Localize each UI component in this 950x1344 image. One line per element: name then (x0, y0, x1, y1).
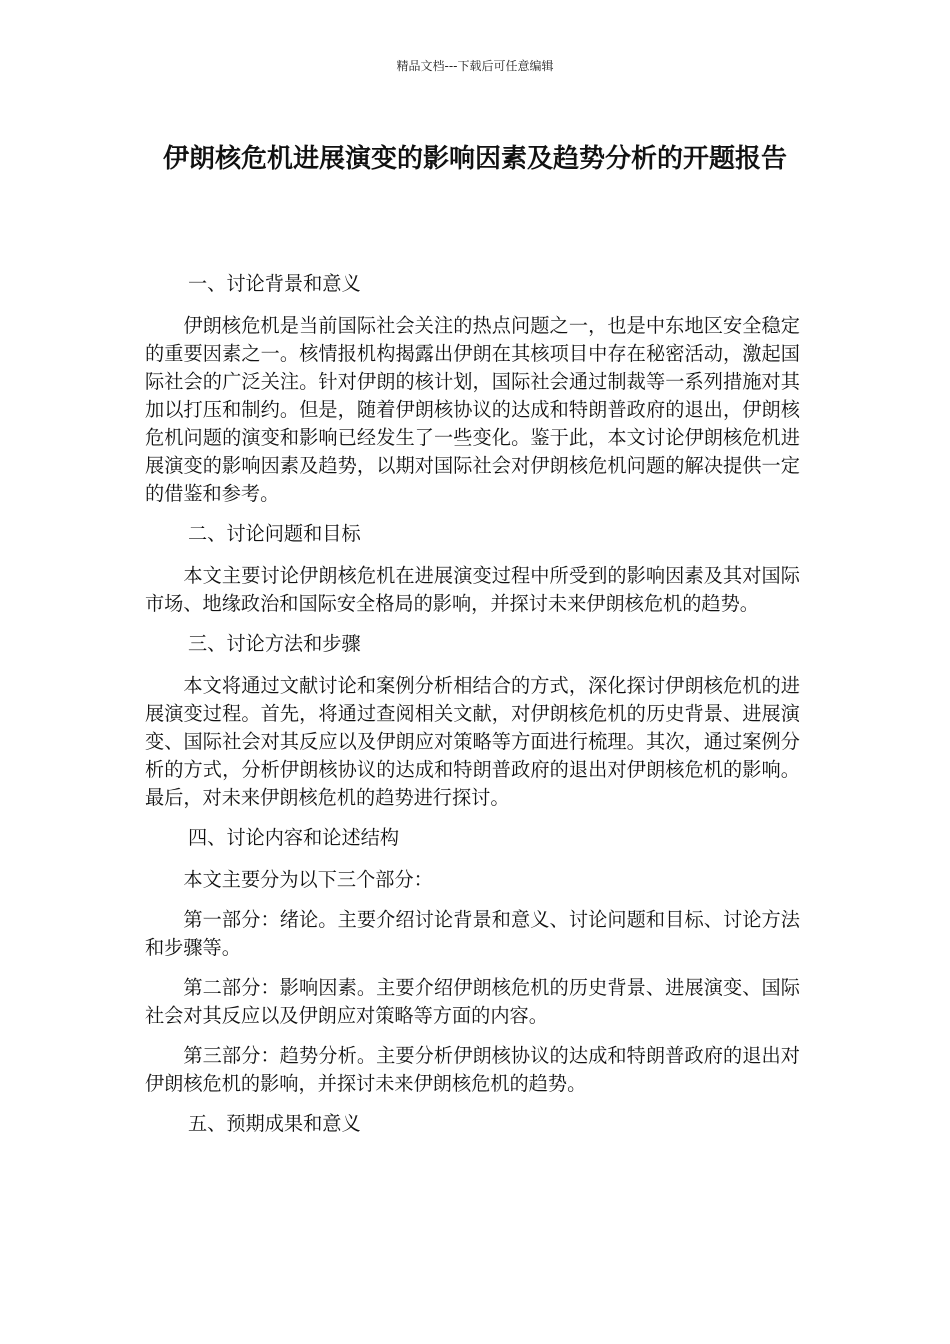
paragraph-goals: 本文主要讨论伊朗核危机在进展演变过程中所受到的影响因素及其对国际市场、地缘政治和国际安全格局的影响，并探讨未来伊朗核危机的趋势。 (145, 564, 800, 615)
section-heading-1: 一、讨论背景和意义 (188, 272, 361, 295)
paragraph-part-three: 第三部分：趋势分析。主要分析伊朗核协议的达成和特朗普政府的退出对伊朗核危机的影响，并探讨未来伊朗核危机的趋势。 (145, 1044, 800, 1095)
section-heading-2: 二、讨论问题和目标 (188, 522, 361, 545)
section-heading-4: 四、讨论内容和论述结构 (188, 826, 400, 849)
section-heading-5: 五、预期成果和意义 (188, 1112, 361, 1135)
paragraph-background: 伊朗核危机是当前国际社会关注的热点问题之一，也是中东地区安全稳定的重要因素之一。核情报机构揭露出伊朗在其核项目中存在秘密活动，激起国际社会的广泛关注。针对伊朗的核计划，国际社会通过制裁等一系列措施对其加以打压和制约。但是，随着伊朗核协议的达成和特朗普政府的退出，伊朗核危机问题的演变和影响已经发生了一些变化。鉴于此，本文讨论伊朗核危机进展演变的影响因素及趋势，以期对国际社会对伊朗核危机问题的解决提供一定的借鉴和参考。 (145, 314, 800, 505)
paragraph-structure-intro: 本文主要分为以下三个部分： (183, 868, 433, 891)
document-body (145, 270, 800, 1152)
section-heading-3: 三、讨论方法和步骤 (188, 632, 361, 655)
paragraph-part-two: 第二部分：影响因素。主要介绍伊朗核危机的历史背景、进展演变、国际社会对其反应以及伊朗应对策略等方面的内容。 (145, 976, 800, 1027)
paragraph-methods: 本文将通过文献讨论和案例分析相结合的方式，深化探讨伊朗核危机的进展演变过程。首先，将通过查阅相关文献，对伊朗核危机的历史背景、进展演变、国际社会对其反应以及伊朗应对策略等方面进行梳理。其次，通过案例分析的方式，分析伊朗核协议的达成和特朗普政府的退出对伊朗核危机的影响。最后，对未来伊朗核危机的趋势进行探讨。 (145, 674, 800, 809)
paragraph-part-one: 第一部分：绪论。主要介绍讨论背景和意义、讨论问题和目标、讨论方法和步骤等。 (145, 908, 800, 959)
page-header: 精品文档---下载后可任意编辑 (396, 59, 554, 73)
document-title: 伊朗核危机进展演变的影响因素及趋势分析的开题报告 (162, 144, 787, 174)
